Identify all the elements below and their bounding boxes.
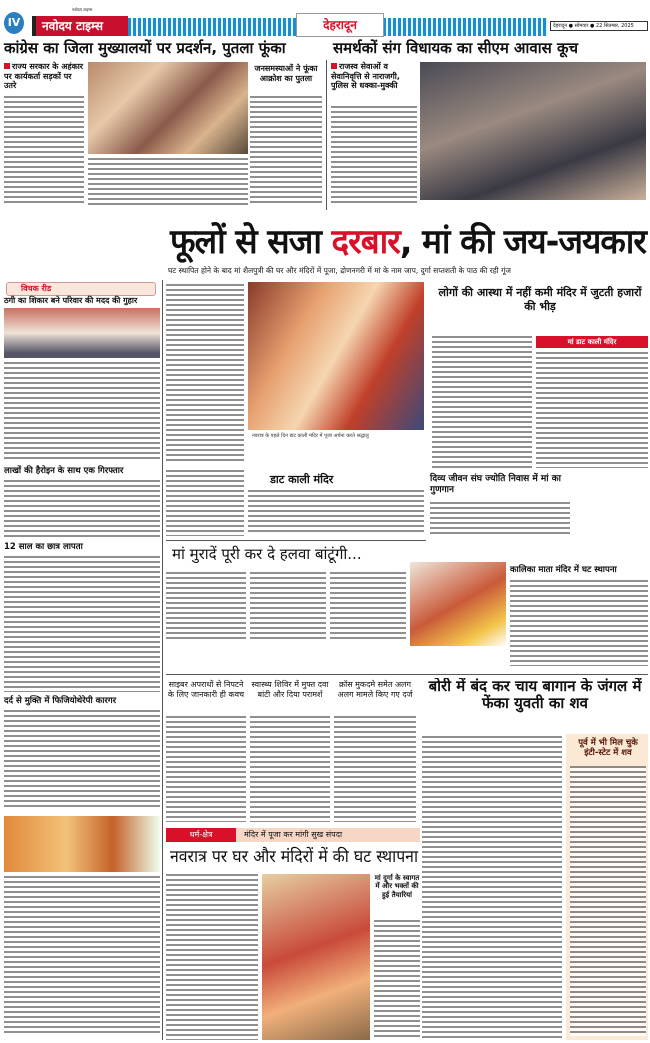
article-text: [4, 480, 160, 538]
city-label: देहरादून: [296, 13, 384, 37]
article-text: [166, 284, 244, 464]
photo-congress-protest: [88, 62, 248, 154]
headline-congress: कांग्रेस का जिला मुख्यालयों पर प्रदर्शन, पुतला फूंका: [4, 39, 286, 57]
article-text: [166, 470, 244, 536]
photo-press-conference: [4, 308, 160, 358]
halwa-headline: मां मुरादें पूरी कर दे हलवा बांटूंगी...: [172, 545, 362, 563]
subhead-effigy: जनसमस्याओं ने फूंका आक्रोश का पुतला: [254, 64, 318, 83]
subhead-congress: राज्य सरकार के अहंकार पर कार्यकर्ता सड़कों पर उतरे: [4, 62, 84, 91]
faith-tag: मां डाट काली मंदिर: [536, 336, 648, 348]
article-text: [4, 876, 160, 1036]
article-text: [331, 106, 417, 206]
bori-headline: बोरी में बंद कर चाय बागान के जंगल में फेंका युवती का शव: [428, 678, 642, 712]
subhead-mla: राजस्व सेवाओं व सेवानिवृत्ति से नाराजगी, पुलिस से धक्का-मुक्की: [331, 62, 400, 91]
article-text: [4, 710, 160, 810]
left-head-2: लाखों की हैरोइन के साथ एक गिरफ्तार: [4, 466, 124, 476]
main-subtitle: घट स्थापित होने के बाद मां शैलपुत्री की घर और मंदिरों में पूजा, द्रोणनगरी में मां के नाम जाप, दुर्गा सप्तशती के पाठ की रही गूंज: [168, 266, 511, 275]
article-text: [374, 920, 420, 1040]
dharm-headline: नवरात्र पर घर और मंदिरों में की घट स्थापना: [170, 847, 419, 867]
dharm-strap: मंदिर में पूजा कर मांगी सुख संपदा: [244, 830, 343, 839]
headline-mla: समर्थकों संग विधायक का सीएम आवास कूच: [333, 39, 579, 57]
box-head: पूर्व में भी मिल चुके इंटी-स्टेट में शव: [578, 738, 638, 759]
article-text: [430, 502, 570, 534]
faith-head: लोगों की आस्था में नहीं कमी मंदिर में जुटती हजारों की भीड़: [438, 286, 642, 313]
article-text: [250, 716, 330, 822]
article-text: [166, 874, 258, 1040]
dharm-tag: धर्म-क्षेत्र: [166, 828, 236, 842]
masthead-logo: नवोदय टाइम्स: [32, 16, 128, 36]
article-text: [88, 158, 248, 206]
dat-kali-head: डाट काली मंदिर: [270, 473, 334, 486]
left-head-3: 12 साल का छात्र लापता: [4, 542, 83, 552]
dateline: देहरादून ● सोमवार ● 22 सितम्बर, 2025: [550, 21, 648, 31]
photo-saints: [4, 816, 160, 872]
article-text: [166, 716, 246, 822]
photo-kalika-temple: [410, 562, 506, 646]
masthead-small: नवोदय टाइम्स: [72, 7, 93, 12]
section-label: विचक रीड: [6, 282, 156, 296]
article-text: [432, 336, 532, 468]
article-text: [248, 490, 424, 534]
left-head-4: दर्द से मुक्ति में फिजियोथेरेपी कारगर: [4, 696, 117, 706]
page-number: IV: [4, 12, 24, 34]
article-text: [570, 766, 646, 1036]
photo-caption: नवरात्र के पहले दिन डाट काली मंदिर में पूजा अर्चना करते श्रद्धालु: [252, 433, 369, 439]
left-head-1: ठगी का शिकार बने परिवार की मदद की गुहार: [4, 296, 138, 305]
health-head: स्वास्थ्य शिविर में मुफ्त दवा बांटी और दिया परामर्श: [251, 680, 329, 699]
divya-head: दिव्य जीवन संघ ज्योति निवास में मां का गुणगान: [430, 474, 561, 495]
dharm-side-head: मां दुर्गा के स्वागत में और भक्तों की हुई तैयारियां: [374, 874, 420, 899]
article-text: [510, 580, 648, 666]
article-text: [330, 572, 406, 640]
article-text: [334, 716, 416, 822]
photo-dat-kali-temple: [248, 282, 424, 430]
photo-shop: [262, 874, 370, 1040]
article-text: [422, 736, 562, 1040]
photo-mla-march: [420, 62, 646, 200]
article-text: [250, 96, 322, 206]
article-text: [4, 96, 84, 206]
cyber-head: साइबर अपराधों से निपटने के लिए जानकारी ही कवच: [167, 680, 245, 699]
article-text: [536, 352, 648, 468]
main-headline: फूलों से सजा दरबार, मां की जय-जयकार: [170, 222, 647, 262]
cross-head: क्रॉस मुकदमे समेत अलग अलग मामले किए गए दर्ज: [337, 680, 413, 699]
article-text: [4, 556, 160, 692]
article-text: [166, 572, 246, 640]
article-text: [250, 572, 326, 640]
article-text: [4, 362, 160, 462]
kalika-head: कालिका माता मंदिर में घट स्थापना: [510, 565, 617, 575]
